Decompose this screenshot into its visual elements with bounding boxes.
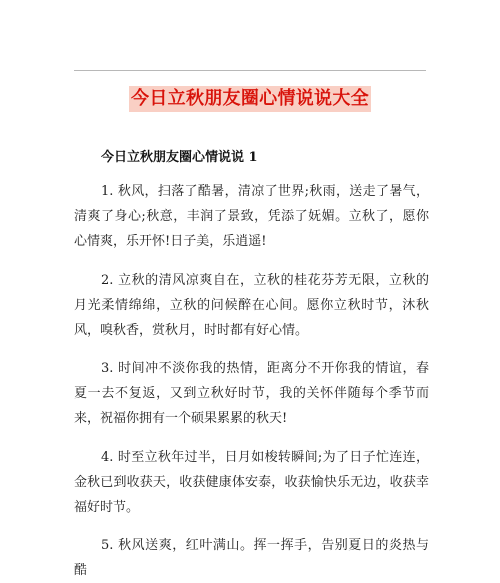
paragraph-5: 5. 秋风送爽，红叶满山。挥一挥手，告别夏日的炎热与酷 (74, 538, 429, 578)
paragraph-4: 4. 时至立秋年过半，日月如梭转瞬间;为了日子忙连连，金秋已到收获天，收获健康体安泰，收获愉快乐无边，收获幸福好时节。 (74, 450, 429, 515)
paragraph-1: 1. 秋风，扫落了酷暑，清凉了世界;秋雨，送走了暑气，清爽了身心;秋意，丰润了景致，凭添了妩媚。立秋了，愿你心情爽，乐开怀!日子美，乐逍遥! (74, 184, 429, 249)
paragraph-2: 2. 立秋的清风凉爽自在，立秋的桂花芬芳无限，立秋的月光柔情绵绵，立秋的问候醉在心间。愿你立秋时节，沐秋风，嗅秋香，赏秋月，时时都有好心情。 (74, 273, 429, 338)
section-heading: 今日立秋朋友圈心情说说 1 (101, 150, 258, 165)
header-rule (74, 70, 426, 71)
paragraph-3: 3. 时间冲不淡你我的热情，距离分不开你我的情谊，春夏一去不复返，又到立秋好时节，我的关怀伴随每个季节而来，祝福你拥有一个硕果累累的秋天! (74, 361, 429, 426)
page-title: 今日立秋朋友圈心情说说大全 (129, 86, 371, 112)
title-container (0, 86, 500, 112)
